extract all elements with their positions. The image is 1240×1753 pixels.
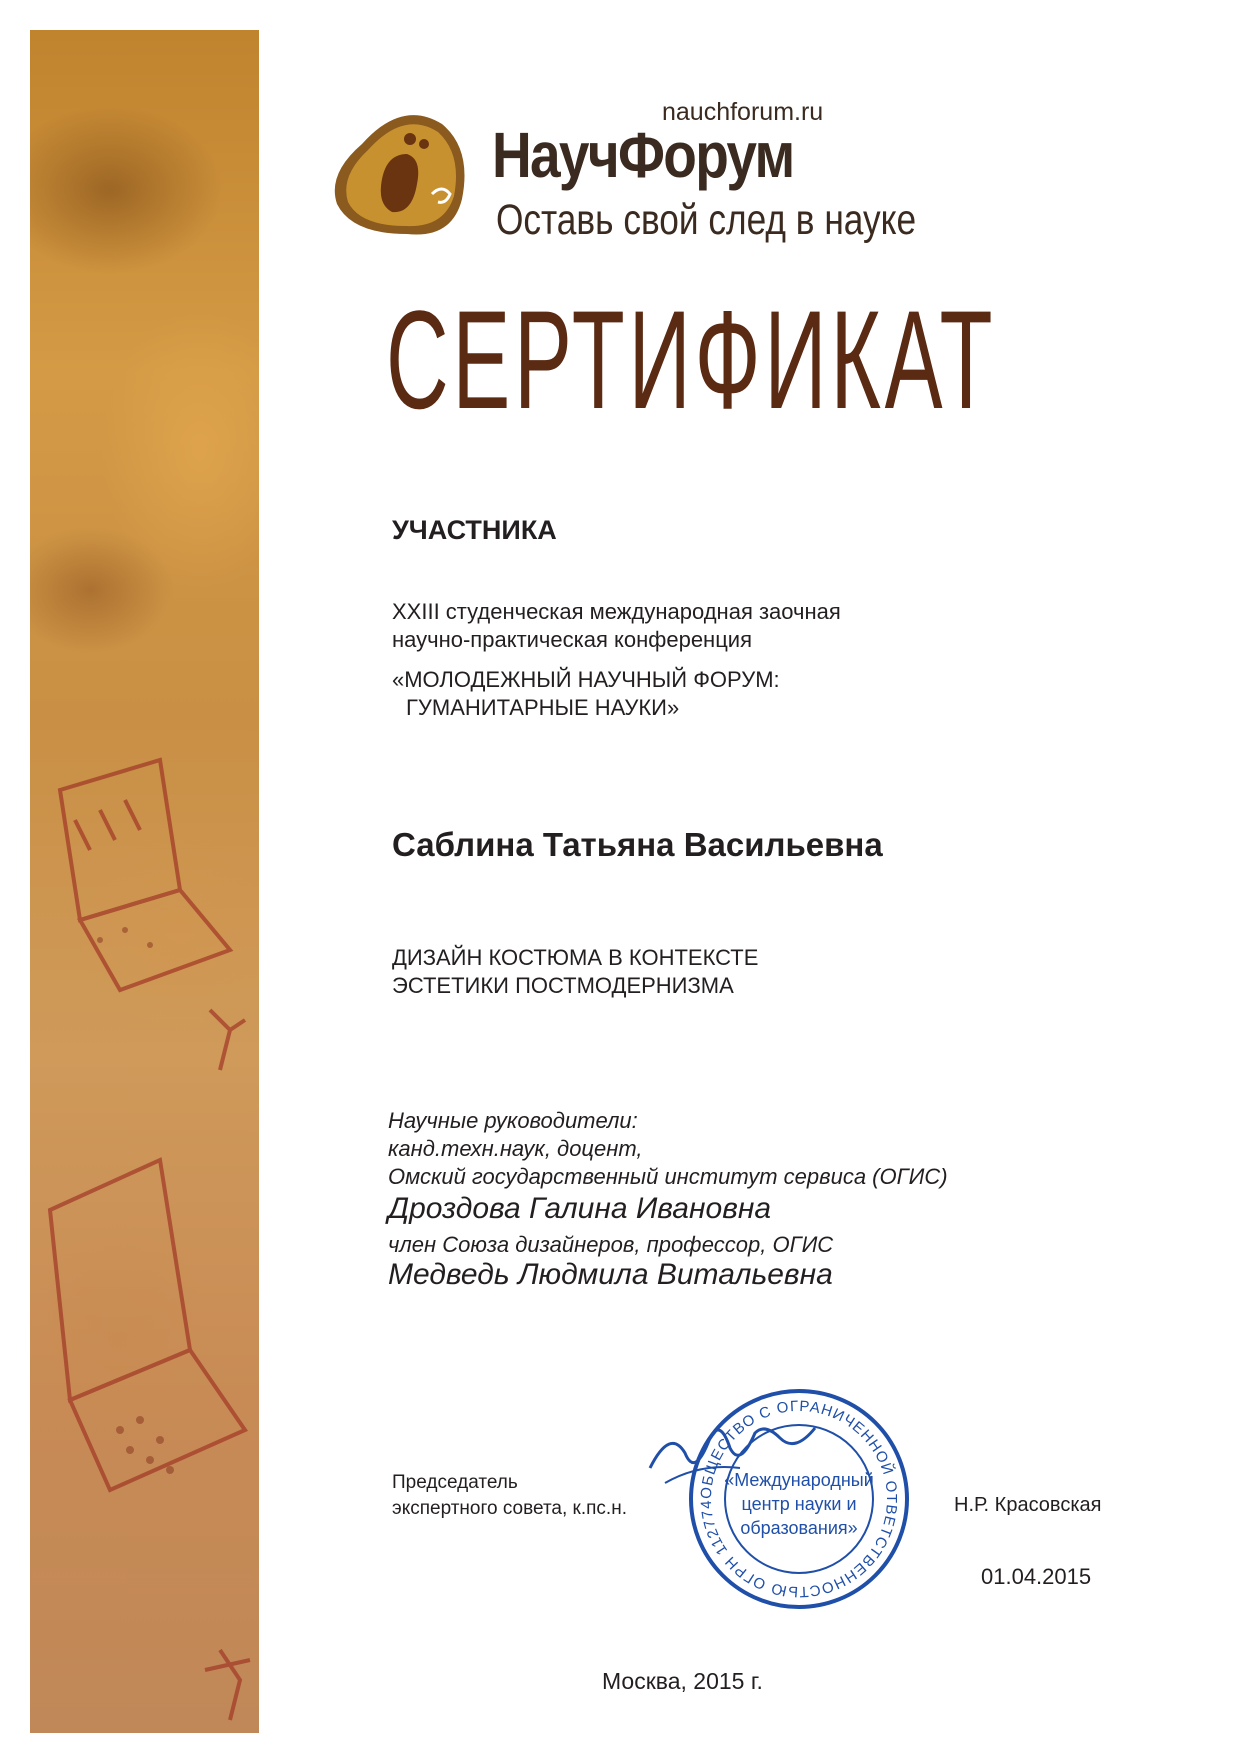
rock-art-drawing [30, 30, 259, 1733]
chairman-role-line: экспертного совета, к.пс.н. [392, 1498, 627, 1519]
certificate-title: СЕРТИФИКАТ [386, 281, 997, 438]
stamp-center-line: «Международный [724, 1470, 874, 1490]
stamp-center-line: центр науки и [741, 1494, 857, 1514]
chairman-role-line: Председатель [392, 1472, 518, 1493]
paper-topic [392, 944, 758, 1000]
conference-line: XXIII студенческая международная заочная [392, 599, 841, 624]
supervisor-1-organization: Омский государственный институт сервиса (ОГИС) [388, 1164, 948, 1189]
certificate-subtitle: УЧАСТНИКА [392, 515, 557, 545]
supervisor-2-title: член Союза дизайнеров, профессор, ОГИС [388, 1232, 834, 1257]
stamp-center-line: образования» [740, 1518, 858, 1538]
conference-title-line: ГУМАНИТАРНЫЕ НАУКИ» [406, 695, 680, 720]
nauchforum-logo [332, 104, 470, 244]
stamp-ring-text: ОБЩЕСТВО С ОГРАНИЧЕННОЙ ОТВЕТСТВЕННОСТЬЮ ОГРН 112774 [697, 1397, 901, 1601]
supervisor-1-name: Дроздова Галина Ивановна [388, 1192, 772, 1225]
conference-title [392, 666, 780, 722]
signer-name: Н.Р. Красовская [954, 1494, 1102, 1516]
supervisors-label: Научные руководители: [388, 1108, 638, 1133]
participant-name: Саблина Татьяна Васильевна [392, 826, 883, 863]
topic-line: ДИЗАЙН КОСТЮМА В КОНТЕКСТЕ [392, 945, 759, 970]
brand-name: НаучФорум [492, 119, 794, 191]
chairman-role [392, 1470, 627, 1522]
conference-description [392, 598, 841, 654]
supervisor-1-degree: канд.техн.наук, доцент, [388, 1136, 643, 1161]
decorative-rock-art-strip [30, 30, 259, 1733]
brand-slogan: Оставь свой след в науке [496, 196, 917, 244]
supervisor-2-name: Медведь Людмила Витальевна [388, 1258, 833, 1291]
issue-date: 01.04.2015 [981, 1564, 1092, 1589]
conference-line: научно-практическая конференция [392, 627, 753, 652]
topic-line: ЭСТЕТИКИ ПОСТМОДЕРНИЗМА [392, 973, 734, 998]
handwritten-signature [640, 1408, 820, 1498]
conference-title-line: «МОЛОДЕЖНЫЙ НАУЧНЫЙ ФОРУМ: [392, 667, 780, 692]
footer-place-year: Москва, 2015 г. [602, 1668, 763, 1694]
site-url: nauchforum.ru [662, 98, 824, 126]
